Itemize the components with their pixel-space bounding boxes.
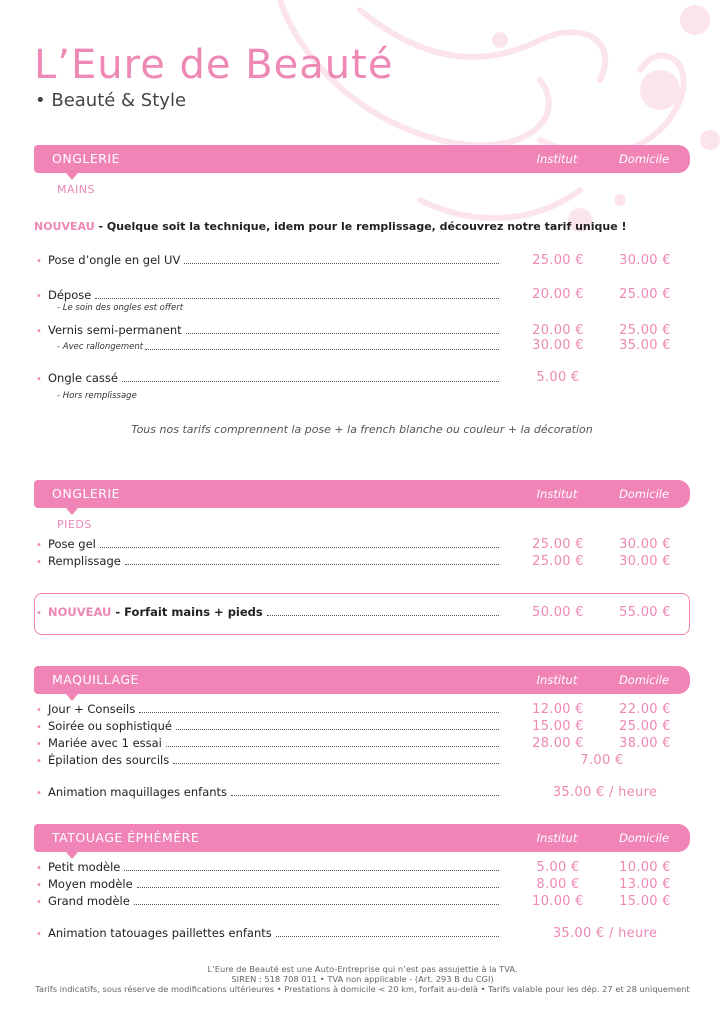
item-name: Ongle cassé: [48, 371, 118, 385]
item-name: Dépose: [48, 288, 92, 302]
price-institut: 30.00 €: [532, 338, 584, 353]
section-bar-onglerie-mains: [34, 145, 690, 173]
bullet-icon: •: [36, 863, 42, 874]
price-institut: 25.00 €: [532, 554, 584, 569]
bullet-icon: •: [36, 929, 42, 940]
price-institut: 20.00 €: [532, 323, 584, 338]
dot-leader: [166, 745, 499, 747]
list-item: [36, 753, 500, 767]
list-item-forfait: [36, 605, 500, 619]
price-domicile: 30.00 €: [619, 554, 671, 569]
price-institut: 25.00 €: [532, 537, 584, 552]
price-institut: 10.00 €: [532, 894, 584, 909]
price-institut: 50.00 €: [532, 605, 584, 620]
bullet-icon: •: [36, 788, 42, 799]
nouveau-text: - Quelque soit la technique, idem pour le remplissage, découvrez notre tarif unique !: [94, 220, 627, 233]
price-domicile: 30.00 €: [619, 253, 671, 268]
item-note: - Hors remplissage: [57, 391, 137, 401]
dot-leader: [145, 348, 499, 350]
footer-siren: SIREN : 518 708 011 • TVA non applicable - (Art. 293 B du CGI): [231, 974, 494, 984]
bullet-icon: •: [36, 756, 42, 767]
footer-legal: L’Eure de Beauté est une Auto-Entreprise qui n’est pas assujettie à la TVA.: [207, 964, 518, 974]
item-note: - Le soin des ongles est offert: [57, 303, 184, 313]
bullet-icon: •: [36, 326, 42, 337]
price-single: 7.00 €: [580, 753, 624, 768]
item-name: Pose d’ongle en gel UV: [48, 253, 181, 267]
pricing-footnote: Tous nos tarifs comprennent la pose + la french blanche ou couleur + la décoration: [131, 423, 593, 436]
bullet-icon: •: [36, 557, 42, 568]
dot-leader: [231, 794, 499, 796]
price-institut: 5.00 €: [536, 860, 580, 875]
page-subtitle: • Beauté & Style: [35, 90, 187, 111]
section-bar-maquillage: [34, 666, 690, 694]
item-name: - Avec rallongement: [57, 342, 144, 352]
bullet-icon: •: [36, 880, 42, 891]
bullet-icon: •: [36, 705, 42, 716]
footer-conditions: Tarifs indicatifs, sous réserve de modifications ultérieures • Prestations à domicile < 20 km, forfait au-delà • Tarifs valable pour les dép. 27 et 28 uniquement: [35, 984, 690, 994]
col-domicile: Domicile: [618, 673, 670, 687]
dot-leader: [124, 869, 499, 871]
list-item: [36, 537, 500, 551]
item-name: Grand modèle: [48, 894, 130, 908]
dot-leader: [139, 711, 499, 713]
dot-leader: [100, 546, 499, 548]
item-name: Moyen modèle: [48, 877, 133, 891]
list-item: [36, 926, 500, 940]
dot-leader: [173, 762, 499, 764]
subsection-title: PIEDS: [57, 518, 92, 531]
price-domicile: 38.00 €: [619, 736, 671, 751]
price-single: 35.00 € / heure: [552, 785, 658, 800]
price-institut: 5.00 €: [536, 370, 580, 385]
dot-leader: [176, 728, 499, 730]
section-title: TATOUAGE ÉPHÉMÈRE: [52, 830, 200, 845]
price-domicile: 15.00 €: [619, 894, 671, 909]
price-institut: 8.00 €: [536, 877, 580, 892]
price-domicile: 55.00 €: [619, 605, 671, 620]
dot-leader: [95, 297, 499, 299]
dot-leader: [276, 935, 499, 937]
dot-leader: [137, 886, 499, 888]
nouveau-badge: NOUVEAU: [34, 220, 95, 233]
price-institut: 12.00 €: [532, 702, 584, 717]
price-domicile: 35.00 €: [619, 338, 671, 353]
list-item: [36, 371, 500, 385]
price-domicile: 30.00 €: [619, 537, 671, 552]
bullet-icon: •: [36, 256, 42, 267]
col-institut: Institut: [536, 152, 578, 166]
price-institut: 15.00 €: [532, 719, 584, 734]
forfait-name: - Forfait mains + pieds: [111, 605, 263, 619]
bullet-icon: •: [36, 897, 42, 908]
list-item: [36, 554, 500, 568]
item-name: Jour + Conseils: [48, 702, 136, 716]
price-single: 35.00 € / heure: [552, 926, 658, 941]
item-name: Mariée avec 1 essai: [48, 736, 162, 750]
list-item: [36, 877, 500, 891]
section-bar-onglerie-pieds: [34, 480, 690, 508]
bullet-icon: •: [36, 540, 42, 551]
item-name: Vernis semi-permanent: [48, 323, 182, 337]
item-name: Animation maquillages enfants: [48, 785, 228, 799]
list-item: [36, 253, 500, 267]
col-domicile: Domicile: [618, 152, 670, 166]
price-domicile: 13.00 €: [619, 877, 671, 892]
item-name: Épilation des sourcils: [48, 753, 170, 767]
price-domicile: 22.00 €: [619, 702, 671, 717]
list-subitem: [57, 340, 500, 352]
list-item: [36, 702, 500, 716]
price-domicile: 25.00 €: [619, 287, 671, 302]
dot-leader: [125, 563, 499, 565]
list-item: [36, 719, 500, 733]
price-domicile: 25.00 €: [619, 323, 671, 338]
page-title: L’Eure de Beauté: [34, 42, 394, 88]
item-name: Petit modèle: [48, 860, 121, 874]
dot-leader: [267, 614, 499, 616]
item-name: Pose gel: [48, 537, 96, 551]
dot-leader: [122, 380, 499, 382]
bullet-icon: •: [36, 739, 42, 750]
col-domicile: Domicile: [618, 831, 670, 845]
dot-leader: [186, 332, 499, 334]
col-domicile: Domicile: [618, 487, 670, 501]
list-item: [36, 736, 500, 750]
price-institut: 20.00 €: [532, 287, 584, 302]
bullet-icon: •: [36, 608, 42, 619]
bullet-icon: •: [36, 722, 42, 733]
col-institut: Institut: [536, 831, 578, 845]
price-institut: 25.00 €: [532, 253, 584, 268]
price-institut: 28.00 €: [532, 736, 584, 751]
price-domicile: 25.00 €: [619, 719, 671, 734]
section-bar-tatouage: [34, 824, 690, 852]
item-name: Remplissage: [48, 554, 121, 568]
list-item: [36, 894, 500, 908]
item-name: Soirée ou sophistiqué: [48, 719, 172, 733]
col-institut: Institut: [536, 673, 578, 687]
nouveau-line: [34, 220, 627, 233]
dot-leader: [134, 903, 499, 905]
section-title: ONGLERIE: [52, 486, 121, 501]
list-item: [36, 785, 500, 799]
item-name: Animation tatouages paillettes enfants: [48, 926, 272, 940]
subsection-title: MAINS: [57, 183, 95, 196]
section-title: MAQUILLAGE: [52, 672, 139, 687]
col-institut: Institut: [536, 487, 578, 501]
dot-leader: [184, 262, 499, 264]
bullet-icon: •: [36, 374, 42, 385]
list-item: [36, 288, 500, 302]
section-title: ONGLERIE: [52, 151, 121, 166]
price-domicile: 10.00 €: [619, 860, 671, 875]
list-item: [36, 860, 500, 874]
nouveau-badge: NOUVEAU: [48, 605, 112, 619]
item-name: [48, 605, 263, 619]
bullet-icon: •: [36, 291, 42, 302]
list-item: [36, 323, 500, 337]
